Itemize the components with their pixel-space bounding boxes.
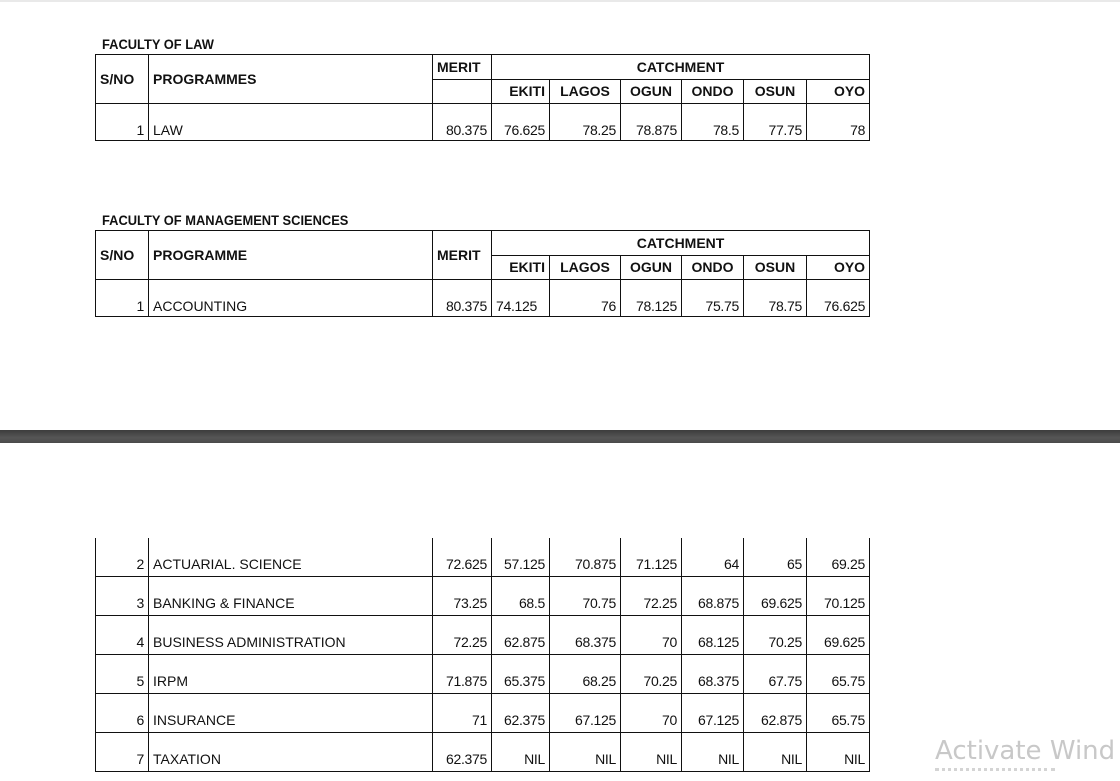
value-cell-lagos: 67.125 — [550, 694, 621, 733]
sno-cell: 1 — [96, 104, 149, 141]
sno-cell: 5 — [96, 655, 149, 694]
programme-cell: BANKING & FINANCE — [149, 577, 433, 616]
value-cell-ondo: 75.75 — [682, 280, 744, 317]
sno-cell: 1 — [96, 280, 149, 317]
value-cell-ondo: 64 — [682, 538, 744, 577]
value-cell-osun: 67.75 — [744, 655, 807, 694]
state-header-oyo: OYO — [807, 255, 870, 280]
table-row — [96, 616, 870, 655]
programme-cell: INSURANCE — [149, 694, 433, 733]
table-row — [96, 733, 870, 772]
table-row — [96, 694, 870, 733]
table-row — [96, 577, 870, 616]
state-header-ekiti: EKITI — [492, 255, 550, 280]
programme-cell: ACTUARIAL. SCIENCE — [149, 538, 433, 577]
management-header-row-1 — [96, 231, 870, 256]
value-cell-lagos: 68.25 — [550, 655, 621, 694]
sno-cell: 3 — [96, 577, 149, 616]
programme-cell: TAXATION — [149, 733, 433, 772]
value-cell-osun: NIL — [744, 733, 807, 772]
state-header-ondo: ONDO — [682, 79, 744, 104]
value-cell-lagos: NIL — [550, 733, 621, 772]
value-cell-ekiti: NIL — [492, 733, 550, 772]
value-cell-lagos: 70.75 — [550, 577, 621, 616]
value-cell-ondo: 68.375 — [682, 655, 744, 694]
value-cell-ogun: 78.125 — [621, 280, 682, 317]
value-cell-ekiti: 74.125 — [492, 280, 550, 317]
value-cell-ogun: 70 — [621, 694, 682, 733]
value-cell-ogun: 78.875 — [621, 104, 682, 141]
value-cell-osun: 65 — [744, 538, 807, 577]
state-header-osun: OSUN — [744, 255, 807, 280]
catchment-header: CATCHMENT — [492, 55, 870, 80]
value-cell-ekiti: 76.625 — [492, 104, 550, 141]
faculty-of-management-sciences-title: FACULTY OF MANAGEMENT SCIENCES — [102, 212, 349, 228]
value-cell-lagos: 76 — [550, 280, 621, 317]
merit-cell: 80.375 — [433, 280, 492, 317]
value-cell-ekiti: 62.875 — [492, 616, 550, 655]
law-cutoff-table — [95, 54, 870, 141]
state-header-ondo: ONDO — [682, 255, 744, 280]
sno-cell: 2 — [96, 538, 149, 577]
value-cell-ogun: 72.25 — [621, 577, 682, 616]
table-row — [96, 538, 870, 577]
state-header-oyo: OYO — [807, 79, 870, 104]
state-header-lagos: LAGOS — [550, 79, 621, 104]
state-header-lagos: LAGOS — [550, 255, 621, 280]
value-cell-lagos: 78.25 — [550, 104, 621, 141]
state-header-osun: OSUN — [744, 79, 807, 104]
document-page-2 — [0, 443, 1120, 778]
value-cell-oyo: 65.75 — [807, 655, 870, 694]
sno-cell: 4 — [96, 616, 149, 655]
value-cell-osun: 69.625 — [744, 577, 807, 616]
merit-cell: 73.25 — [433, 577, 492, 616]
page-separator — [0, 430, 1120, 443]
sno-header: S/NO — [96, 231, 149, 280]
merit-cell: 71.875 — [433, 655, 492, 694]
programme-header: PROGRAMMES — [149, 55, 433, 104]
law-header-row-1 — [96, 55, 870, 80]
value-cell-ekiti: 57.125 — [492, 538, 550, 577]
state-header-ekiti: EKITI — [492, 79, 550, 104]
watermark-subtext — [935, 768, 1055, 781]
value-cell-oyo: 78 — [807, 104, 870, 141]
programme-cell: BUSINESS ADMINISTRATION — [149, 616, 433, 655]
merit-header: MERIT — [433, 231, 492, 280]
value-cell-oyo: 69.625 — [807, 616, 870, 655]
value-cell-ondo: 78.5 — [682, 104, 744, 141]
value-cell-lagos: 70.875 — [550, 538, 621, 577]
value-cell-ogun: 70.25 — [621, 655, 682, 694]
value-cell-oyo: 69.25 — [807, 538, 870, 577]
merit-subheader-empty — [433, 79, 492, 104]
programme-header: PROGRAMME — [149, 231, 433, 280]
value-cell-lagos: 68.375 — [550, 616, 621, 655]
activate-windows-watermark: Activate Wind — [935, 736, 1116, 766]
merit-cell: 72.625 — [433, 538, 492, 577]
value-cell-oyo: 65.75 — [807, 694, 870, 733]
value-cell-ekiti: 65.375 — [492, 655, 550, 694]
merit-header: MERIT — [433, 55, 492, 80]
programme-cell: IRPM — [149, 655, 433, 694]
value-cell-ogun: 70 — [621, 616, 682, 655]
value-cell-ogun: NIL — [621, 733, 682, 772]
state-header-ogun: OGUN — [621, 255, 682, 280]
value-cell-ondo: 67.125 — [682, 694, 744, 733]
value-cell-ekiti: 62.375 — [492, 694, 550, 733]
management-cutoff-table — [95, 230, 870, 317]
value-cell-ekiti: 68.5 — [492, 577, 550, 616]
programme-cell: ACCOUNTING — [149, 280, 433, 317]
table-row — [96, 655, 870, 694]
merit-cell: 72.25 — [433, 616, 492, 655]
state-header-ogun: OGUN — [621, 79, 682, 104]
table-row — [96, 280, 870, 317]
management-continuation-table — [95, 538, 870, 772]
value-cell-ogun: 71.125 — [621, 538, 682, 577]
value-cell-oyo: 70.125 — [807, 577, 870, 616]
value-cell-oyo: NIL — [807, 733, 870, 772]
faculty-of-law-title: FACULTY OF LAW — [102, 36, 214, 52]
sno-cell: 6 — [96, 694, 149, 733]
merit-cell: 80.375 — [433, 104, 492, 141]
value-cell-oyo: 76.625 — [807, 280, 870, 317]
sno-header: S/NO — [96, 55, 149, 104]
merit-cell: 62.375 — [433, 733, 492, 772]
programme-cell: LAW — [149, 104, 433, 141]
value-cell-osun: 70.25 — [744, 616, 807, 655]
value-cell-ondo: NIL — [682, 733, 744, 772]
merit-cell: 71 — [433, 694, 492, 733]
catchment-header: CATCHMENT — [492, 231, 870, 256]
value-cell-ondo: 68.875 — [682, 577, 744, 616]
value-cell-ondo: 68.125 — [682, 616, 744, 655]
value-cell-osun: 62.875 — [744, 694, 807, 733]
value-cell-osun: 77.75 — [744, 104, 807, 141]
table-row — [96, 104, 870, 141]
sno-cell: 7 — [96, 733, 149, 772]
value-cell-osun: 78.75 — [744, 280, 807, 317]
